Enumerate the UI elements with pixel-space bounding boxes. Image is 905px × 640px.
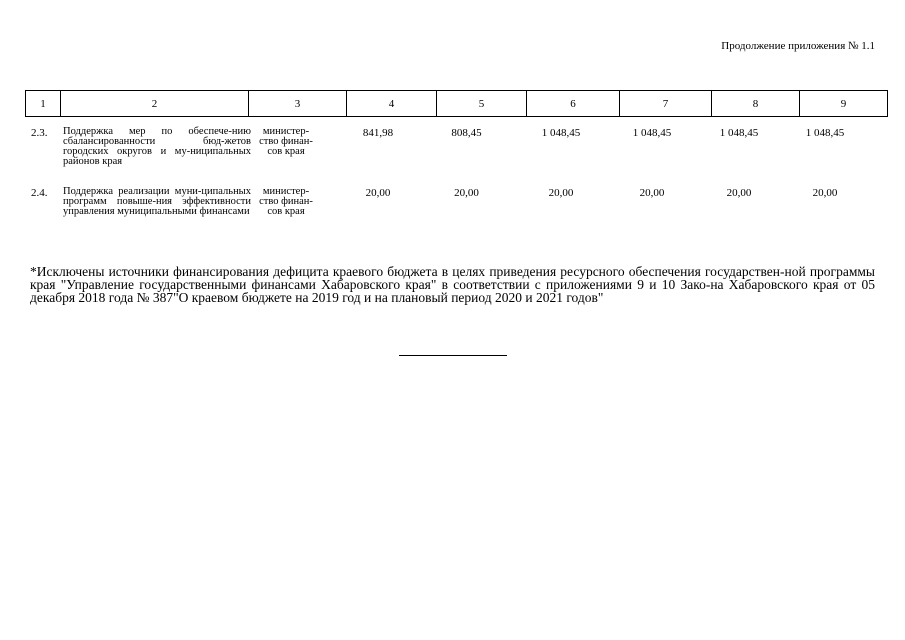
row-value: 1 048,45 [805, 127, 845, 139]
row-value: 808,45 [451, 127, 482, 139]
row-value: 20,00 [639, 187, 665, 199]
column-header: 9 [800, 91, 888, 117]
closing-divider [399, 355, 507, 356]
column-header: 8 [712, 91, 800, 117]
row-value: 20,00 [548, 187, 574, 199]
row-description: Поддержка реализации муни-ципальных программ повыше-ния эффективности управления муниципальными финансами [63, 186, 251, 217]
row-number: 2.3. [31, 127, 48, 139]
row-value: 20,00 [812, 187, 838, 199]
column-header: 3 [249, 91, 347, 117]
row-value: 841,98 [362, 127, 394, 139]
footnote: *Исключены источники финансирования дефицита краевого бюджета в целях приведения ресурсного обеспечения государствен-ной программы края "Управление государственными финансами Хабаровского края" в соответствии с приложениями 9 и 10 Зако-на Хабаровского края от 05 декабря 2018 года № 387"О краевом бюджете на 2019 год и на плановый период 2020 и 2021 годов" [30, 264, 875, 305]
column-header: 6 [527, 91, 620, 117]
column-header-row [26, 91, 888, 117]
row-value: 1 048,45 [719, 127, 759, 139]
row-value: 1 048,45 [541, 127, 581, 139]
row-value: 20,00 [726, 187, 752, 199]
row-value: 1 048,45 [632, 127, 672, 139]
column-header-table [25, 90, 888, 117]
row-executor: министер-ство финан-сов края [259, 186, 313, 217]
column-header: 1 [26, 91, 61, 117]
row-executor: министер-ство финан-сов края [259, 126, 313, 157]
row-value: 20,00 [454, 187, 479, 199]
column-header: 4 [347, 91, 437, 117]
row-number: 2.4. [31, 187, 48, 199]
page-header: Продолжение приложения № 1.1 [721, 40, 875, 52]
column-header: 2 [61, 91, 249, 117]
column-header: 5 [437, 91, 527, 117]
row-value: 20,00 [365, 187, 391, 199]
row-description: Поддержка мер по обеспече-нию сбалансированности бюд-жетов городских округов и му-ниципальных районов края [63, 126, 251, 167]
column-header: 7 [620, 91, 712, 117]
